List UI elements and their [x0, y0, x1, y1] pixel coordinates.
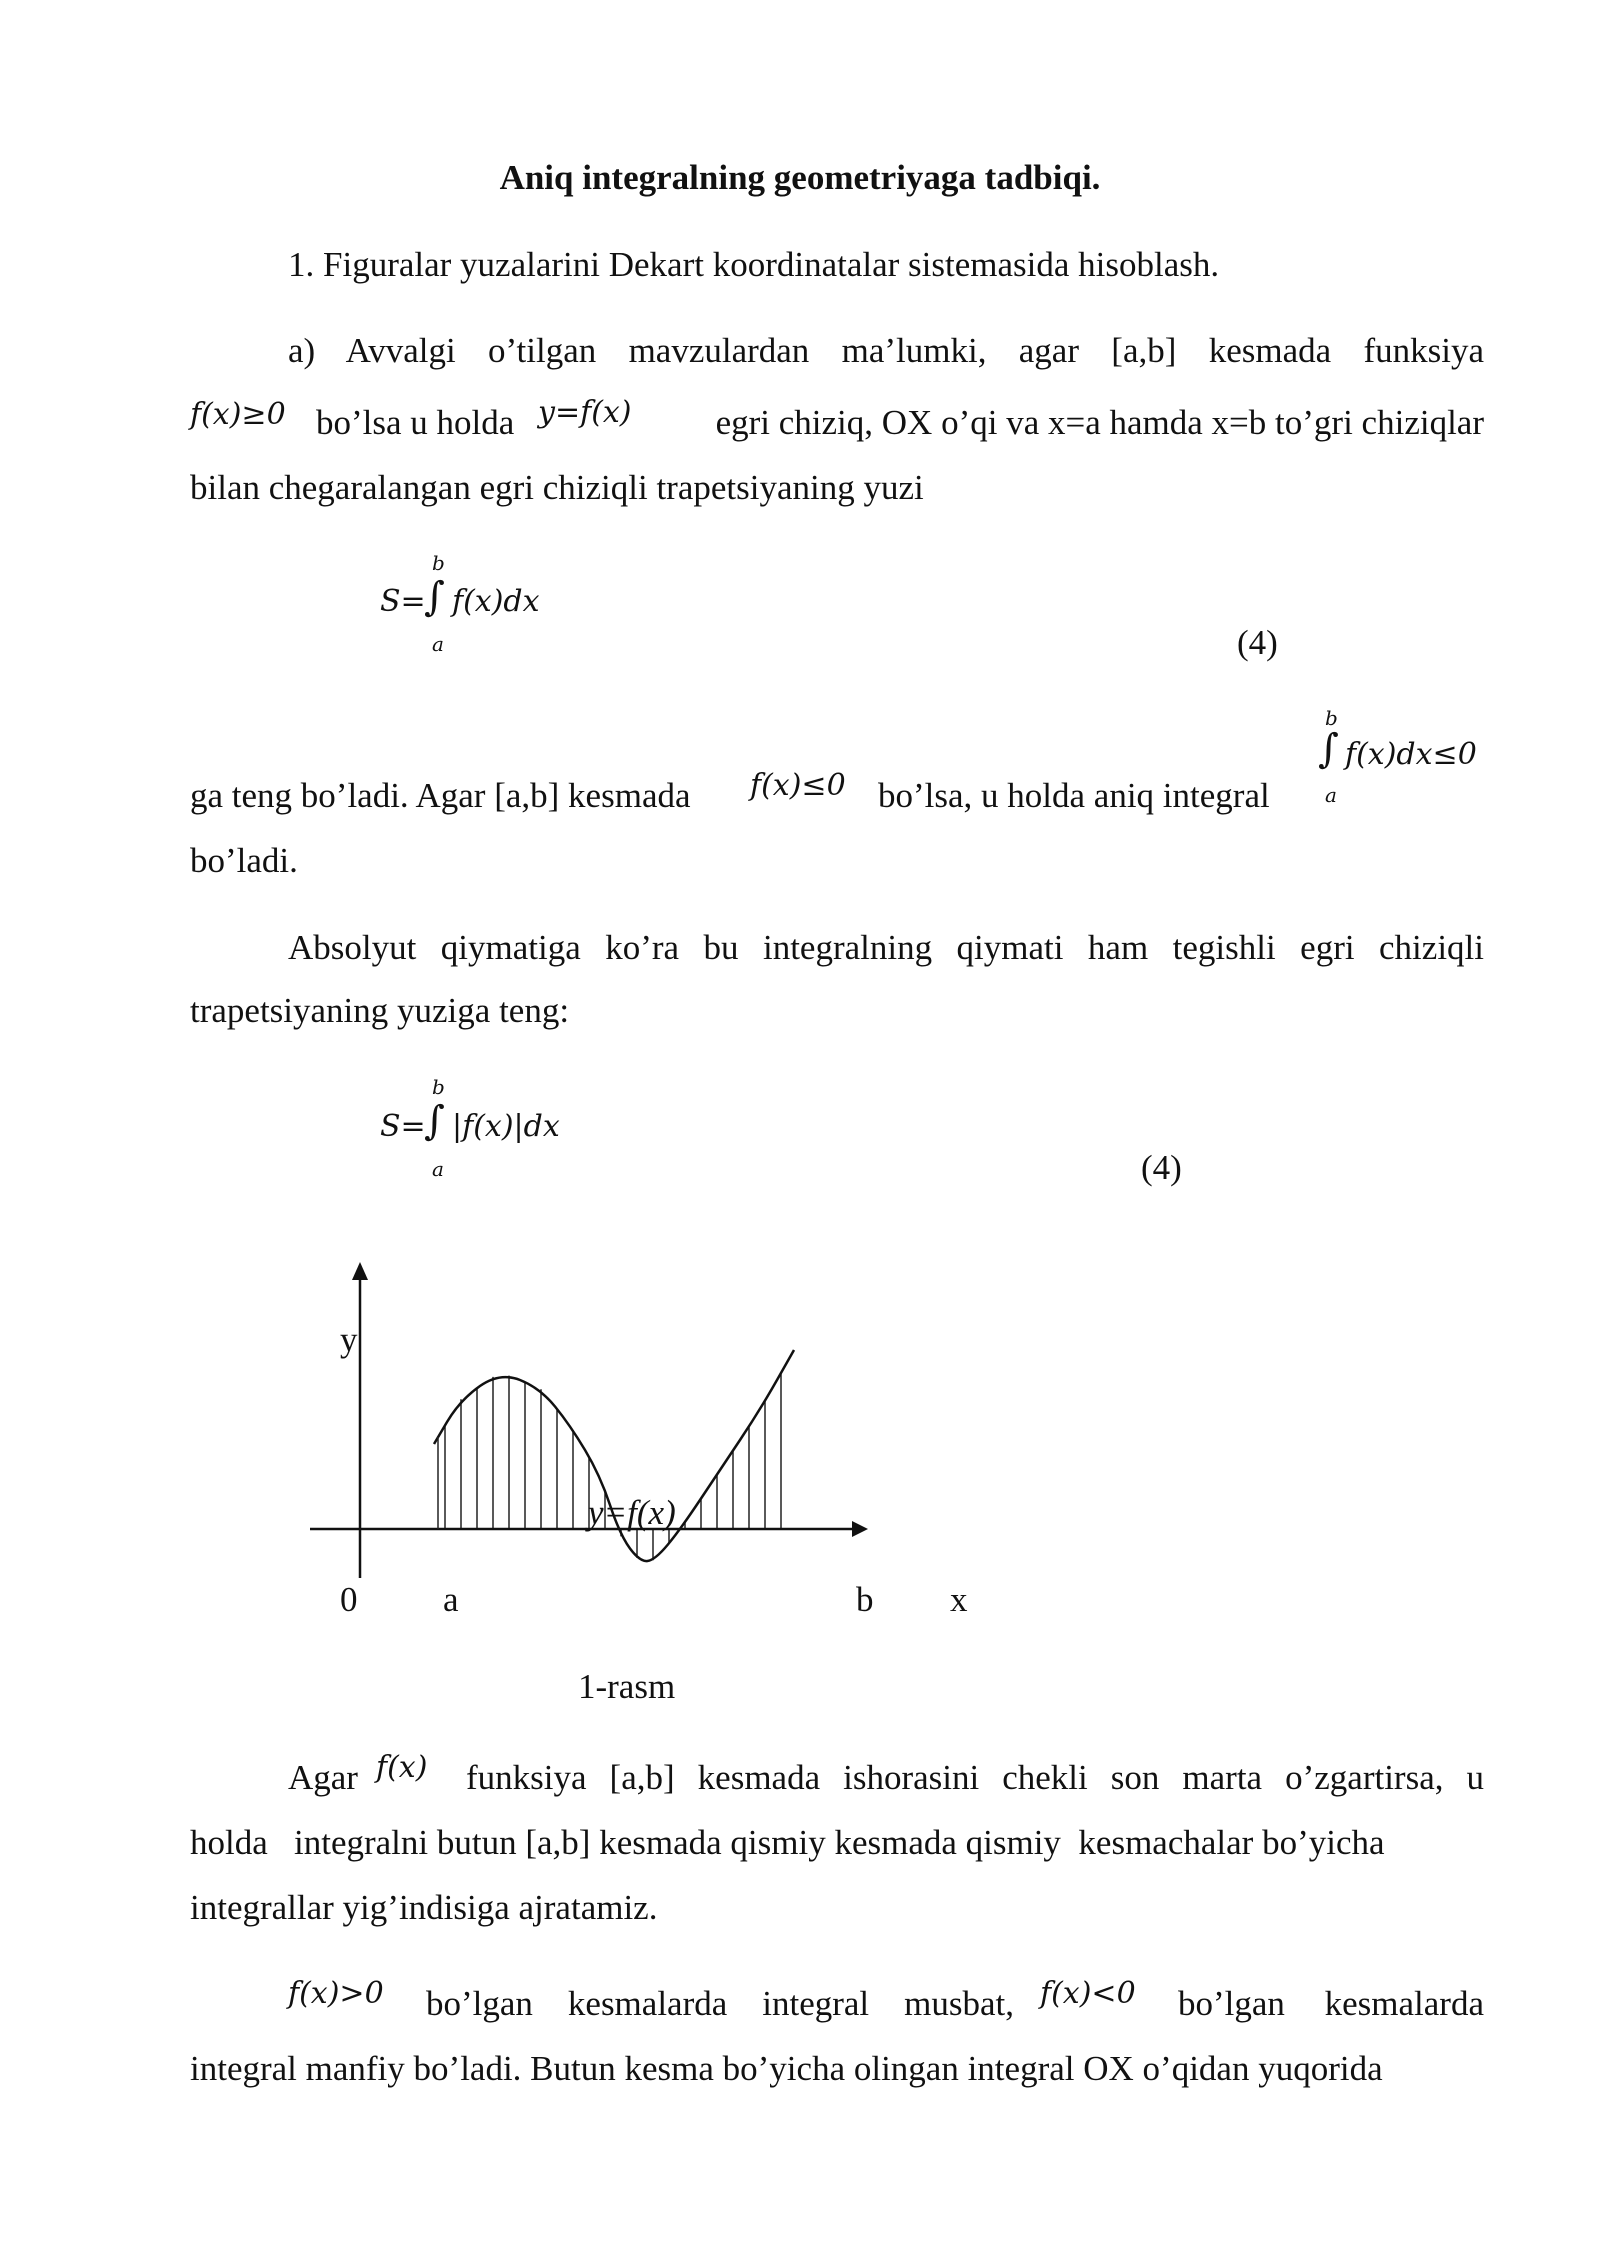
para-d-word1: Agar [288, 1758, 358, 1797]
condition-nonpositive: f(x)≤0 [750, 768, 846, 803]
para-d-line3: integrallar yig’indisiga ajratamiz. [190, 1888, 658, 1927]
document-title: Aniq integralning geometriyaga tadbiqi. [499, 158, 1101, 197]
formula-1-lower: a [432, 632, 444, 656]
b-label: b [856, 1580, 874, 1619]
inline-integral-expr: f(x)dx≤0 [1345, 737, 1477, 772]
para-a-line2b: egri chiziq, OX o’qi va x=a hamda x=b to’gri chiziqlar [715, 403, 1484, 442]
para-b-line2: bo’ladi. [190, 841, 298, 880]
formula-1-upper: b [432, 551, 445, 575]
inline-integral-sign-icon: ∫ [1318, 726, 1339, 772]
formula-1-number: (4) [1237, 623, 1278, 662]
integral-sign-icon: ∫ [424, 574, 445, 620]
x-axis-arrow-icon [852, 1521, 868, 1537]
formula-2-lower: a [432, 1157, 444, 1181]
para-c-line2: trapetsiyaning yuziga teng: [190, 991, 570, 1030]
formula-2-upper: b [432, 1075, 445, 1099]
formula-1-lhs: S= [380, 584, 426, 619]
curve-equation: y=f(x) [538, 395, 632, 430]
x-axis-label: x [950, 1580, 968, 1619]
a-label: a [443, 1580, 459, 1619]
para-e-line2: integral manfiy bo’ladi. Butun kesma bo’yicha olingan integral OX o’qidan yuqorida [190, 2049, 1383, 2088]
condition-negative: f(x)<0 [1040, 1976, 1136, 2011]
y-axis-label: y [340, 1320, 358, 1359]
origin-label: 0 [340, 1580, 358, 1619]
para-a-line2a: bo’lsa u holda [316, 403, 515, 442]
inline-integral-upper: b [1325, 706, 1338, 730]
para-b-part2: bo’lsa, u holda aniq integral [878, 776, 1270, 815]
para-e-part1: bo’lgan kesmalarda integral musbat, [426, 1984, 1014, 2023]
condition-nonnegative: f(x)≥0 [190, 397, 286, 432]
curve-label: y=f(x) [588, 1493, 676, 1532]
formula-2-lhs: S= [380, 1109, 426, 1144]
para-d-line1-rest: funksiya [a,b] kesmada ishorasini chekli son marta o’zgartirsa, u [466, 1758, 1484, 1797]
y-axis-arrow-icon [352, 1262, 368, 1280]
para-d-line2: holda integralni butun [a,b] kesmada qismiy kesmada qismiy kesmachalar bo’yicha [190, 1823, 1385, 1862]
para-e-part2: bo’lgan kesmalarda [1178, 1984, 1484, 2023]
para-c-line1: Absolyut qiymatiga ko’ra bu integralning qiymati ham tegishli egri chiziqli [288, 928, 1484, 967]
formula-1-integrand: f(x)dx [452, 584, 540, 619]
formula-2-number: (4) [1141, 1148, 1182, 1187]
para-b-part1: ga teng bo’ladi. Agar [a,b] kesmada [190, 776, 691, 815]
figure-caption: 1-rasm [578, 1667, 676, 1706]
inline-integral-lower: a [1325, 783, 1337, 807]
section-heading: 1. Figuralar yuzalarini Dekart koordinatalar sistemasida hisoblash. [288, 245, 1220, 284]
para-d-fx: f(x) [376, 1750, 428, 1785]
para-a-line3: bilan chegaralangan egri chiziqli trapetsiyaning yuzi [190, 468, 924, 507]
formula-2-integrand: |f(x)|dx [452, 1109, 560, 1144]
para-a-line1: a) Avvalgi o’tilgan mavzulardan ma’lumki, agar [a,b] kesmada funksiya [288, 331, 1484, 370]
integral-sign-2-icon: ∫ [424, 1098, 445, 1144]
condition-positive: f(x)>0 [288, 1976, 384, 2011]
